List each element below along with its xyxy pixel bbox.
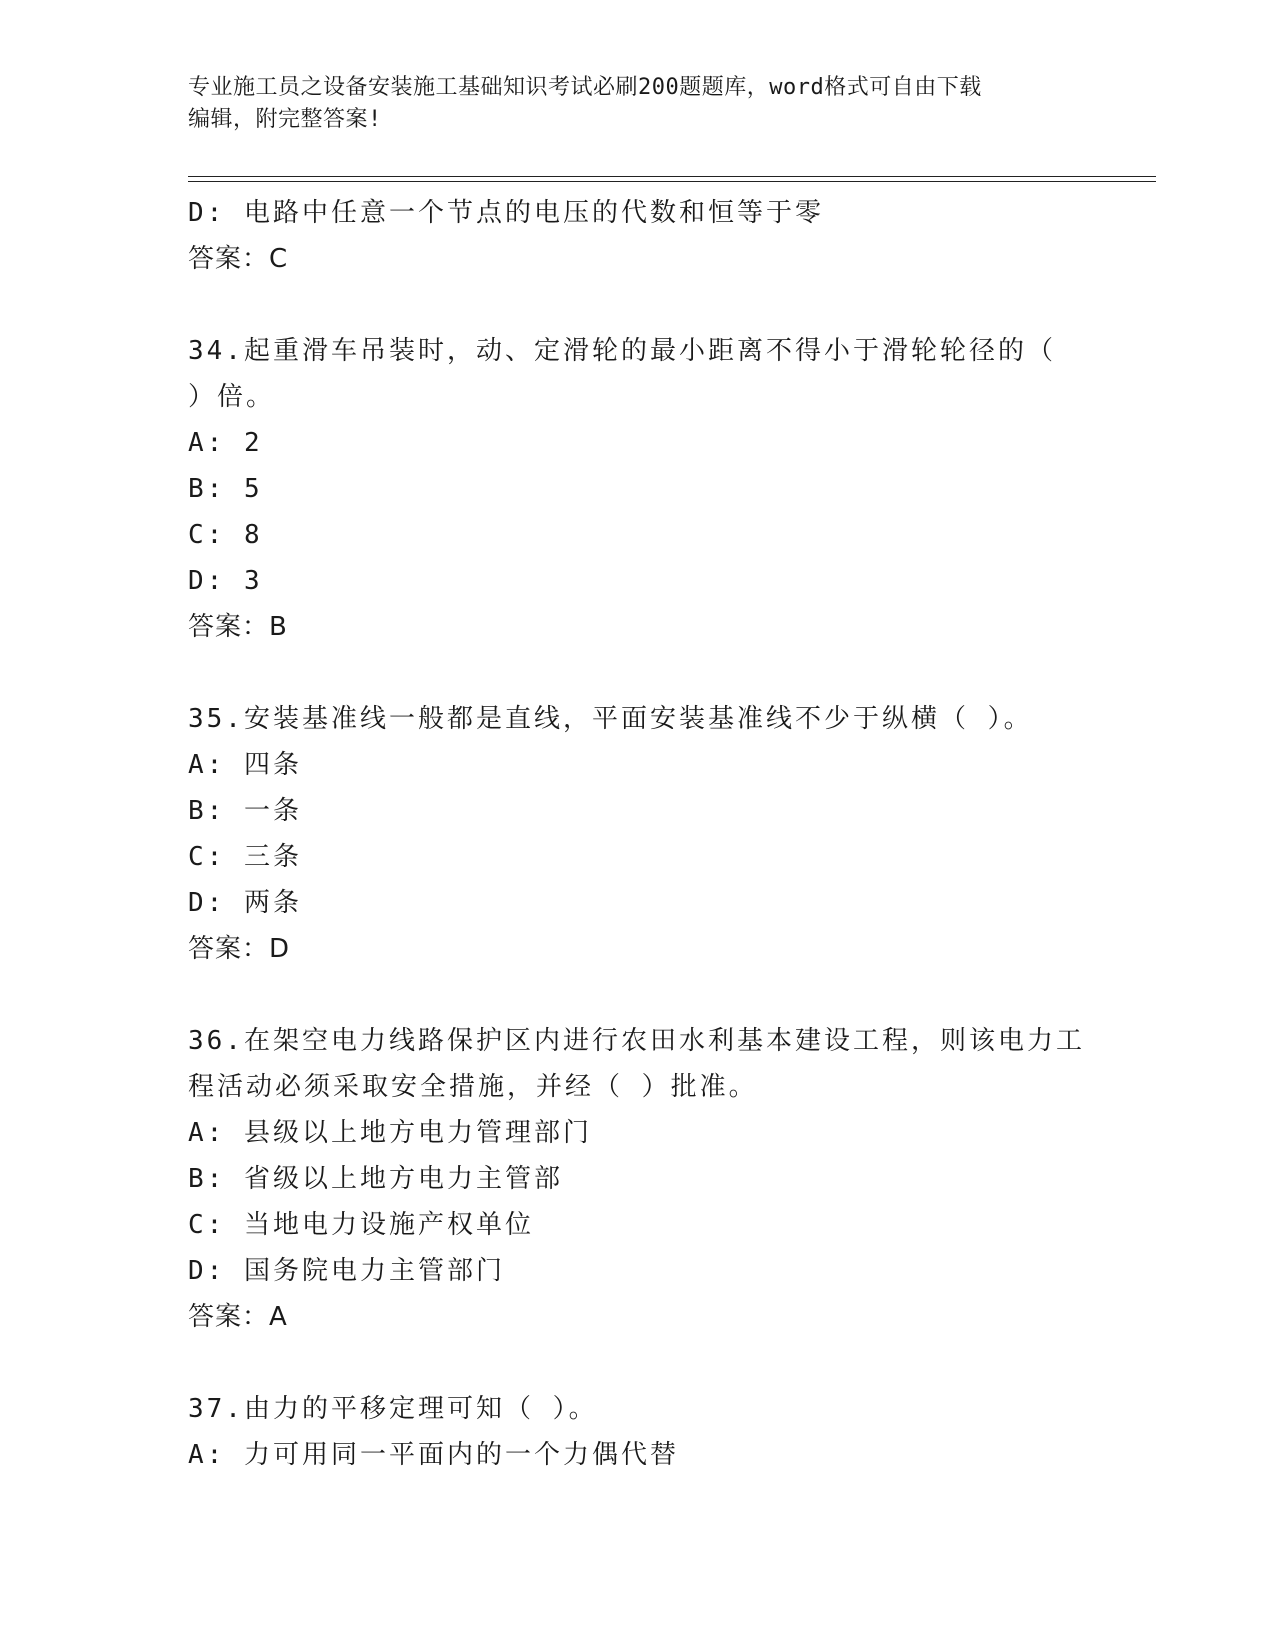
answer-line: 答案：A	[188, 1302, 288, 1332]
option-a: A: 2	[188, 428, 263, 458]
answer-line: 答案：D	[188, 934, 291, 964]
header-divider-top	[188, 176, 1156, 177]
option-b: B: 省级以上地方电力主管部	[188, 1164, 563, 1194]
spacer	[188, 1340, 1088, 1386]
option-d: D: 两条	[188, 888, 302, 918]
question-text-line-2: 程活动必须采取安全措施，并经（ ）批准。	[188, 1072, 758, 1102]
question-37	[188, 1386, 1088, 1478]
option-c: C: 8	[188, 520, 263, 550]
question-36	[188, 1018, 1088, 1340]
question-text-line-1: 36.在架空电力线路保护区内进行农田水利基本建设工程，则该电力工	[188, 1026, 1085, 1056]
option-a: A: 四条	[188, 750, 302, 780]
question-35	[188, 696, 1088, 972]
option-a: A: 县级以上地方电力管理部门	[188, 1118, 592, 1148]
question-text-line-1: 34.起重滑车吊装时，动、定滑轮的最小距离不得小于滑轮轮径的（	[188, 336, 1056, 366]
option-c: C: 当地电力设施产权单位	[188, 1210, 534, 1240]
option-d: D: 国务院电力主管部门	[188, 1256, 505, 1286]
header-divider-bottom	[188, 181, 1156, 182]
option-b: B: 5	[188, 474, 263, 504]
header-title-line-1: 专业施工员之设备安装施工基础知识考试必刷200题题库，word格式可自由下载	[188, 75, 982, 100]
spacer	[188, 282, 1088, 328]
answer-line: 答案：C	[188, 244, 289, 274]
question-34	[188, 328, 1088, 650]
option-d: D: 3	[188, 566, 263, 596]
option-c: C: 三条	[188, 842, 302, 872]
question-text-line-2: ）倍。	[188, 382, 276, 412]
question-text-line-1: 37.由力的平移定理可知（ ）。	[188, 1394, 598, 1424]
document-body	[188, 190, 1088, 1478]
question-text-line-1: 35.安装基准线一般都是直线，平面安装基准线不少于纵横（ ）。	[188, 704, 1033, 734]
spacer	[188, 650, 1088, 696]
answer-line: 答案：B	[188, 612, 288, 642]
header-title-line-2: 编辑，附完整答案!	[188, 107, 382, 132]
document-header	[188, 72, 1088, 136]
spacer	[188, 972, 1088, 1018]
option-d: D: 电路中任意一个节点的电压的代数和恒等于零	[188, 198, 824, 228]
option-b: B: 一条	[188, 796, 302, 826]
question-33-tail	[188, 190, 1088, 282]
option-a: A: 力可用同一平面内的一个力偶代替	[188, 1440, 679, 1470]
